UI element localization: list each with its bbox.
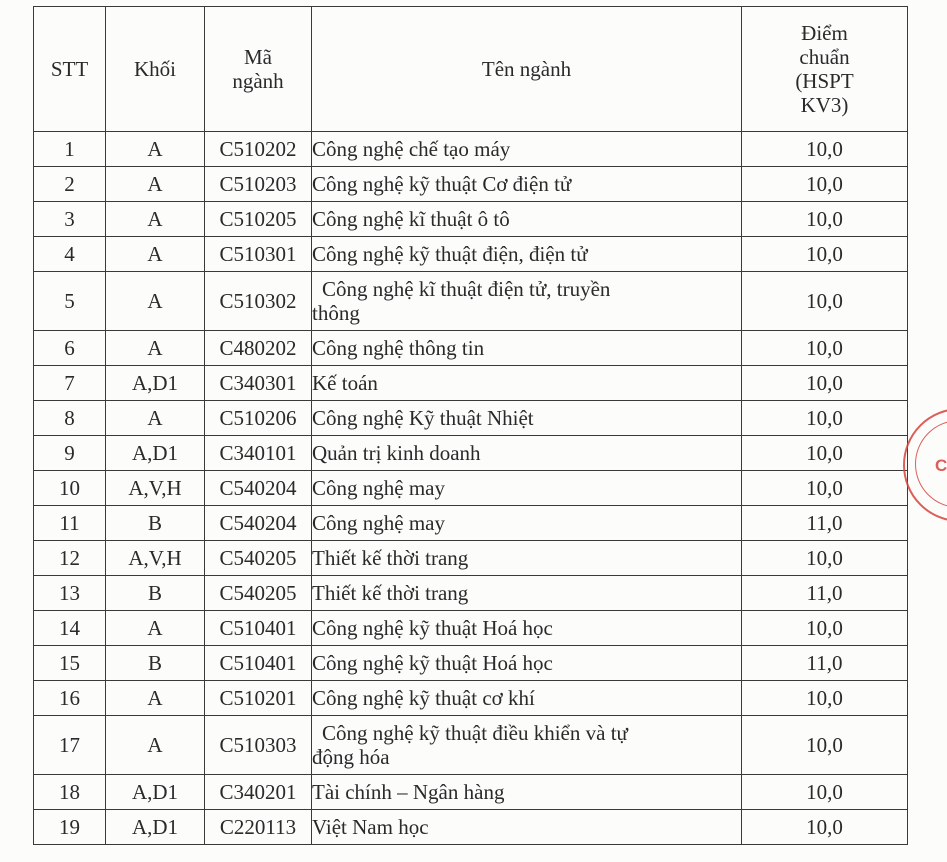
admission-score-table xyxy=(33,6,908,845)
table-row xyxy=(34,202,908,237)
stt-cell: 1 xyxy=(34,132,106,167)
khoi-cell: A,D1 xyxy=(106,366,205,401)
ten-nganh-line: Công nghệ kỹ thuật Hoá học xyxy=(312,616,553,640)
ten-nganh-line: Tài chính – Ngân hàng xyxy=(312,780,505,804)
ten-nganh-cell xyxy=(312,576,742,611)
ten-nganh-cell xyxy=(312,646,742,681)
table-row xyxy=(34,272,908,331)
ma-nganh-cell: C510203 xyxy=(205,167,312,202)
table-row xyxy=(34,167,908,202)
diem-chuan-cell: 10,0 xyxy=(742,810,908,845)
ten-nganh-cell xyxy=(312,506,742,541)
ma-nganh-cell: C540205 xyxy=(205,541,312,576)
ten-nganh-line: Thiết kế thời trang xyxy=(312,546,469,570)
khoi-cell: B xyxy=(106,646,205,681)
table-row xyxy=(34,775,908,810)
diem-chuan-cell: 10,0 xyxy=(742,366,908,401)
ten-nganh-cell xyxy=(312,401,742,436)
diem-chuan-cell: 10,0 xyxy=(742,401,908,436)
stt-cell: 4 xyxy=(34,237,106,272)
table-row xyxy=(34,506,908,541)
table-row xyxy=(34,646,908,681)
ten-nganh-cell xyxy=(312,436,742,471)
table-row xyxy=(34,611,908,646)
ten-nganh-cell xyxy=(312,681,742,716)
ten-nganh-cell xyxy=(312,541,742,576)
ma-nganh-cell: C510302 xyxy=(205,272,312,331)
table-body xyxy=(34,132,908,845)
ma-nganh-cell: C510201 xyxy=(205,681,312,716)
ten-nganh-cell xyxy=(312,775,742,810)
diem-chuan-cell: 10,0 xyxy=(742,331,908,366)
diem-chuan-cell: 10,0 xyxy=(742,436,908,471)
ten-nganh-line: Công nghệ kĩ thuật ô tô xyxy=(312,207,510,231)
ten-nganh-cell xyxy=(312,471,742,506)
stt-cell: 12 xyxy=(34,541,106,576)
stt-cell: 13 xyxy=(34,576,106,611)
ma-nganh-cell: C480202 xyxy=(205,331,312,366)
ma-nganh-cell: C340101 xyxy=(205,436,312,471)
ma-nganh-cell: C540205 xyxy=(205,576,312,611)
ma-nganh-cell: C510202 xyxy=(205,132,312,167)
header-ma-nganh-line-1: Mã xyxy=(244,45,272,69)
diem-chuan-cell: 10,0 xyxy=(742,775,908,810)
ten-nganh-cell xyxy=(312,611,742,646)
ten-nganh-line: Công nghệ kỹ thuật cơ khí xyxy=(312,686,535,710)
table-row xyxy=(34,681,908,716)
diem-chuan-cell: 10,0 xyxy=(742,272,908,331)
diem-chuan-cell: 10,0 xyxy=(742,716,908,775)
khoi-cell: A xyxy=(106,272,205,331)
stt-cell: 18 xyxy=(34,775,106,810)
stamp-letter: C xyxy=(935,456,947,475)
khoi-cell: A xyxy=(106,401,205,436)
khoi-cell: B xyxy=(106,576,205,611)
stt-cell: 9 xyxy=(34,436,106,471)
ten-nganh-cell xyxy=(312,237,742,272)
ma-nganh-cell: C510401 xyxy=(205,646,312,681)
ten-nganh-line: Công nghệ may xyxy=(312,511,445,535)
header-diem-chuan-line-1: Điểm xyxy=(801,21,848,45)
khoi-cell: B xyxy=(106,506,205,541)
khoi-cell: A,D1 xyxy=(106,775,205,810)
diem-chuan-cell: 10,0 xyxy=(742,611,908,646)
table-header-row xyxy=(34,7,908,132)
ten-nganh-line: Kế toán xyxy=(312,371,378,395)
stt-cell: 6 xyxy=(34,331,106,366)
khoi-cell: A,D1 xyxy=(106,810,205,845)
ten-nganh-line: Công nghệ kỹ thuật điều khiển và tự xyxy=(322,721,628,745)
table-row xyxy=(34,541,908,576)
stt-cell: 16 xyxy=(34,681,106,716)
khoi-cell: A xyxy=(106,202,205,237)
table-row xyxy=(34,436,908,471)
stt-cell: 8 xyxy=(34,401,106,436)
stt-cell: 17 xyxy=(34,716,106,775)
ten-nganh-cell xyxy=(312,331,742,366)
ten-nganh-line: động hóa xyxy=(312,745,390,769)
stt-cell: 10 xyxy=(34,471,106,506)
diem-chuan-cell: 10,0 xyxy=(742,541,908,576)
khoi-cell: A xyxy=(106,331,205,366)
diem-chuan-cell: 11,0 xyxy=(742,576,908,611)
table-row xyxy=(34,810,908,845)
ten-nganh-line: Thiết kế thời trang xyxy=(312,581,469,605)
table-row xyxy=(34,237,908,272)
ma-nganh-cell: C510301 xyxy=(205,237,312,272)
stt-cell: 2 xyxy=(34,167,106,202)
header-khoi: Khối xyxy=(106,7,205,132)
table-row xyxy=(34,366,908,401)
header-diem-chuan-line-4: KV3) xyxy=(800,93,849,117)
stt-cell: 7 xyxy=(34,366,106,401)
ten-nganh-cell xyxy=(312,810,742,845)
ten-nganh-line: Công nghệ kỹ thuật điện, điện tử xyxy=(312,242,588,266)
khoi-cell: A,D1 xyxy=(106,436,205,471)
diem-chuan-cell: 11,0 xyxy=(742,646,908,681)
table-row xyxy=(34,401,908,436)
khoi-cell: A xyxy=(106,167,205,202)
khoi-cell: A,V,H xyxy=(106,471,205,506)
diem-chuan-cell: 10,0 xyxy=(742,681,908,716)
ten-nganh-cell xyxy=(312,167,742,202)
diem-chuan-cell: 10,0 xyxy=(742,237,908,272)
table-row xyxy=(34,132,908,167)
diem-chuan-cell: 10,0 xyxy=(742,202,908,237)
ten-nganh-line: Công nghệ Kỹ thuật Nhiệt xyxy=(312,406,534,430)
stt-cell: 14 xyxy=(34,611,106,646)
header-diem-chuan-line-3: (HSPT xyxy=(795,69,854,93)
ten-nganh-line: Công nghệ kỹ thuật Cơ điện tử xyxy=(312,172,572,196)
ma-nganh-cell: C510205 xyxy=(205,202,312,237)
ten-nganh-line: Công nghệ may xyxy=(312,476,445,500)
ten-nganh-line: Công nghệ thông tin xyxy=(312,336,485,360)
khoi-cell: A xyxy=(106,716,205,775)
stt-cell: 5 xyxy=(34,272,106,331)
table-row xyxy=(34,331,908,366)
ten-nganh-line: Việt Nam học xyxy=(312,815,429,839)
ten-nganh-line: Công nghệ kĩ thuật điện tử, truyền xyxy=(322,277,611,301)
ten-nganh-line: Quản trị kinh doanh xyxy=(312,441,481,465)
stt-cell: 19 xyxy=(34,810,106,845)
ma-nganh-cell: C540204 xyxy=(205,506,312,541)
table-row xyxy=(34,471,908,506)
header-ten-nganh: Tên ngành xyxy=(312,7,742,132)
ma-nganh-cell: C510206 xyxy=(205,401,312,436)
table-row xyxy=(34,716,908,775)
ma-nganh-cell: C510303 xyxy=(205,716,312,775)
ma-nganh-cell: C510401 xyxy=(205,611,312,646)
khoi-cell: A xyxy=(106,237,205,272)
ma-nganh-cell: C220113 xyxy=(205,810,312,845)
table-row xyxy=(34,576,908,611)
ten-nganh-cell xyxy=(312,716,742,775)
ma-nganh-cell: C540204 xyxy=(205,471,312,506)
stt-cell: 15 xyxy=(34,646,106,681)
ten-nganh-cell xyxy=(312,272,742,331)
ten-nganh-cell xyxy=(312,202,742,237)
header-diem-chuan xyxy=(742,7,908,132)
khoi-cell: A,V,H xyxy=(106,541,205,576)
diem-chuan-cell: 11,0 xyxy=(742,506,908,541)
ma-nganh-cell: C340201 xyxy=(205,775,312,810)
diem-chuan-cell: 10,0 xyxy=(742,167,908,202)
ten-nganh-line: thông xyxy=(312,301,360,325)
header-stt: STT xyxy=(34,7,106,132)
stt-cell: 11 xyxy=(34,506,106,541)
khoi-cell: A xyxy=(106,611,205,646)
khoi-cell: A xyxy=(106,132,205,167)
ma-nganh-cell: C340301 xyxy=(205,366,312,401)
header-ma-nganh-line-2: ngành xyxy=(232,69,284,93)
header-diem-chuan-line-2: chuẩn xyxy=(799,45,850,69)
stt-cell: 3 xyxy=(34,202,106,237)
header-ma-nganh xyxy=(205,7,312,132)
ten-nganh-line: Công nghệ kỹ thuật Hoá học xyxy=(312,651,553,675)
diem-chuan-cell: 10,0 xyxy=(742,471,908,506)
ten-nganh-cell xyxy=(312,132,742,167)
diem-chuan-cell: 10,0 xyxy=(742,132,908,167)
ten-nganh-cell xyxy=(312,366,742,401)
khoi-cell: A xyxy=(106,681,205,716)
red-seal-stamp xyxy=(903,408,947,522)
ten-nganh-line: Công nghệ chế tạo máy xyxy=(312,137,511,161)
